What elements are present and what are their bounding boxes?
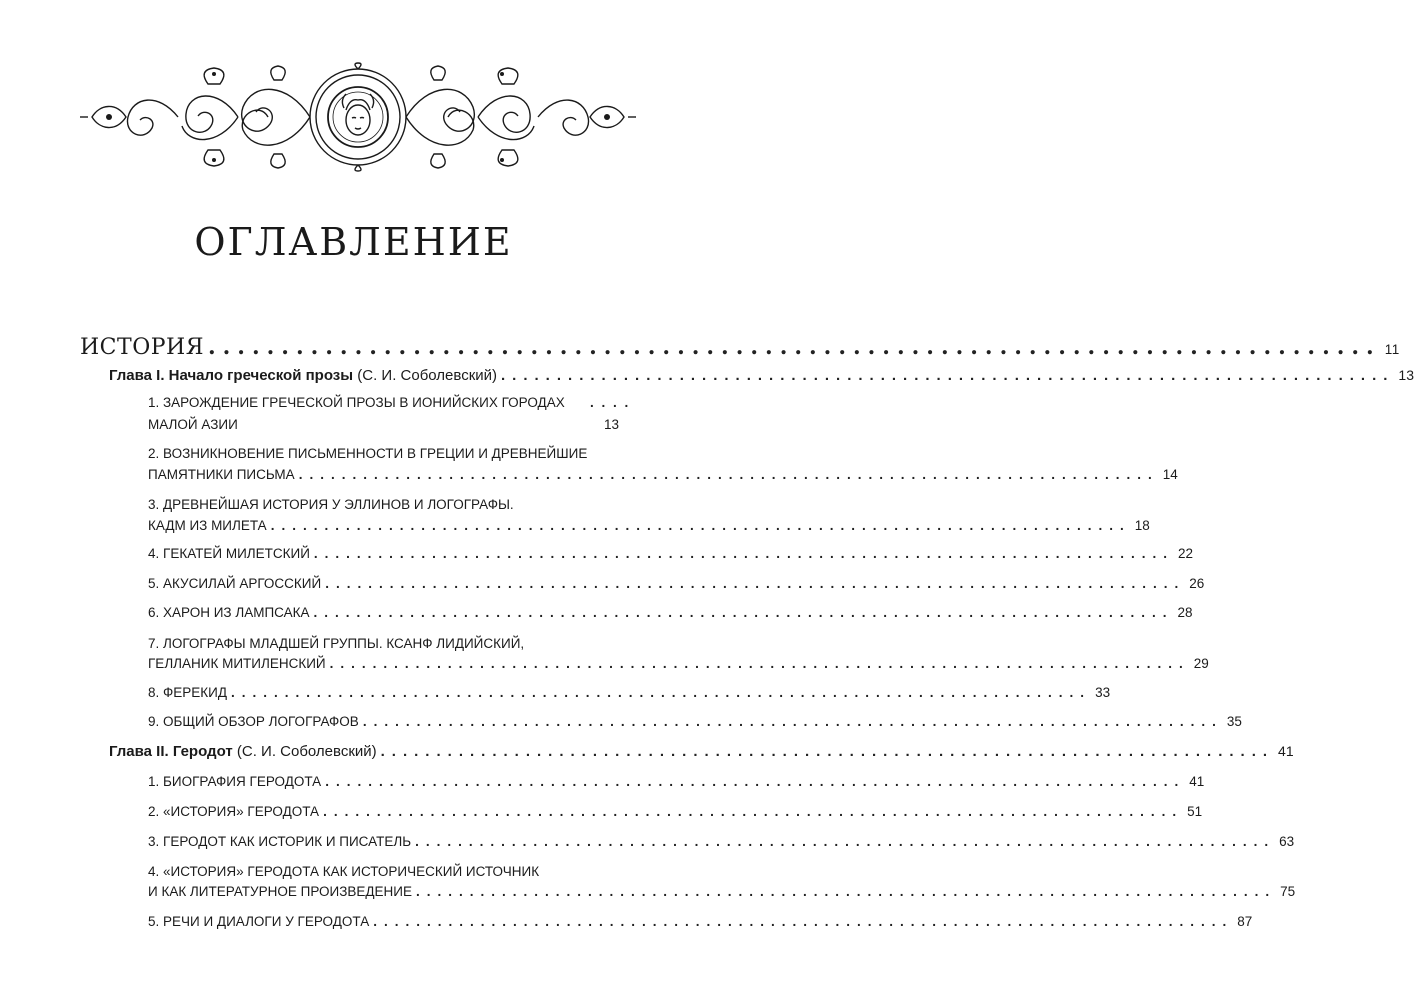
toc-section-first-line: 1. ЗАРОЖДЕНИЕ ГРЕЧЕСКОЙ ПРОЗЫ В ИОНИЙСКИХ ГОРОДАХ — [148, 395, 565, 410]
chapter-title: Глава II. Геродот — [109, 743, 233, 760]
toc-section-label: 3. ГЕРОДОТ КАК ИСТОРИК И ПИСАТЕЛЬ — [148, 834, 412, 849]
toc-section-entry[interactable] — [148, 467, 1178, 482]
toc-page-number: 41 — [1278, 743, 1294, 759]
toc-section-entry[interactable] — [148, 417, 619, 432]
toc-section-label: 5. РЕЧИ И ДИАЛОГИ У ГЕРОДОТА — [148, 914, 370, 929]
toc-section-label: МАЛОЙ АЗИИ — [148, 417, 238, 432]
toc-page-number: 11 — [1384, 342, 1400, 357]
toc-chapter-label — [109, 743, 377, 760]
dot-leader: ................................................................................ — [313, 605, 1174, 620]
chapter-author: (С. И. Соболевский) — [232, 743, 377, 760]
toc-page-number: 75 — [1280, 884, 1296, 899]
dot-leader: ................................................................................ — [415, 834, 1276, 849]
dot-leader: ................................................................................ — [325, 774, 1186, 789]
toc-page-number: 41 — [1189, 774, 1205, 789]
toc-page-number: 14 — [1162, 467, 1178, 482]
toc-page-number: 18 — [1134, 518, 1150, 533]
toc-section-label: 6. ХАРОН ИЗ ЛАМПСАКА — [148, 605, 310, 620]
dot-leader: ................................................................................ — [298, 467, 1159, 482]
page-title: ОГЛАВЛЕНИЕ — [194, 220, 513, 264]
toc-section-entry[interactable] — [148, 804, 1203, 819]
toc-page-number: 28 — [1177, 605, 1193, 620]
toc-part-label: ИСТОРИЯ — [80, 335, 204, 360]
toc-section-entry[interactable] — [148, 605, 1193, 620]
toc-chapter-entry[interactable] — [109, 743, 1294, 760]
toc-page-number: 13 — [1398, 367, 1414, 383]
toc-section-label: 5. АКУСИЛАЙ АРГОССКИЙ — [148, 576, 322, 591]
dot-leader: ................................................................................ — [325, 576, 1186, 591]
dot-leader: ................................................................................ — [323, 804, 1184, 819]
toc-section-entry[interactable] — [148, 714, 1242, 729]
toc-section-entry[interactable] — [148, 656, 1209, 671]
toc-section-label: 4. ГЕКАТЕЙ МИЛЕТСКИЙ — [148, 546, 310, 561]
dot-leader: . . . . — [590, 395, 631, 410]
toc-section-label: ПАМЯТНИКИ ПИСЬМА — [148, 467, 295, 482]
toc-page-number: 87 — [1237, 914, 1253, 929]
toc-page-number: 29 — [1193, 656, 1209, 671]
toc-page-number: 22 — [1177, 546, 1194, 561]
toc-section-entry[interactable] — [148, 774, 1205, 789]
toc-part-entry[interactable] — [80, 334, 1400, 360]
toc-page-number: 13 — [603, 417, 619, 432]
dot-leader: ................................................................................ — [362, 714, 1223, 729]
toc-section-entry[interactable] — [148, 834, 1295, 849]
toc-section-label: КАДМ ИЗ МИЛЕТА — [148, 518, 267, 533]
toc-page-number: 26 — [1189, 576, 1205, 591]
toc-chapter-entry[interactable] — [109, 367, 1414, 384]
toc-section-entry[interactable] — [148, 518, 1150, 533]
toc-section-first-line: 7. ЛОГОГРАФЫ МЛАДШЕЙ ГРУППЫ. КСАНФ ЛИДИЙСКИЙ, — [148, 636, 525, 651]
toc-page-number: 35 — [1226, 714, 1242, 729]
toc-section-label: 8. ФЕРЕКИД — [148, 685, 227, 700]
toc-page-number: 51 — [1187, 804, 1203, 819]
toc-page-number: 33 — [1095, 685, 1111, 700]
dot-leader: ................................................................................ — [207, 334, 1381, 360]
toc-section-label: 1. БИОГРАФИЯ ГЕРОДОТА — [148, 774, 322, 789]
toc-section-label: 2. «ИСТОРИЯ» ГЕРОДОТА — [148, 804, 320, 819]
chapter-title: Глава I. Начало греческой прозы — [109, 367, 354, 384]
toc-chapter-label — [109, 367, 497, 384]
toc-section-label: И КАК ЛИТЕРАТУРНОЕ ПРОИЗВЕДЕНИЕ — [148, 884, 413, 899]
dot-leader: ................................................................................ — [329, 656, 1190, 671]
toc-section-entry[interactable] — [148, 546, 1194, 561]
dot-leader: ................................................................................ — [501, 367, 1395, 384]
toc-section-first-line: 4. «ИСТОРИЯ» ГЕРОДОТА КАК ИСТОРИЧЕСКИЙ ИСТОЧНИК — [148, 864, 540, 879]
toc-section-first-line: 3. ДРЕВНЕЙШАЯ ИСТОРИЯ У ЭЛЛИНОВ И ЛОГОГРАФЫ. — [148, 497, 514, 512]
dot-leader: ................................................................................ — [416, 884, 1277, 899]
dot-leader: ................................................................................ — [270, 518, 1131, 533]
chapter-author: (С. И. Соболевский) — [353, 367, 498, 384]
toc-page-number: 63 — [1279, 834, 1295, 849]
dot-leader: ................................................................................ — [313, 546, 1174, 561]
toc-section-entry[interactable] — [148, 685, 1111, 700]
dot-leader: ................................................................................ — [231, 685, 1092, 700]
toc-section-entry[interactable] — [148, 884, 1296, 899]
toc-section-first-line: 2. ВОЗНИКНОВЕНИЕ ПИСЬМЕННОСТИ В ГРЕЦИИ И ДРЕВНЕЙШИЕ — [148, 446, 588, 461]
toc-section-label: 9. ОБЩИЙ ОБЗОР ЛОГОГРАФОВ — [148, 714, 359, 729]
toc-section-entry[interactable] — [148, 576, 1205, 591]
toc-section-label: ГЕЛЛАНИК МИТИЛЕНСКИЙ — [148, 656, 326, 671]
dot-leader: ................................................................................ — [373, 914, 1234, 929]
toc-section-entry[interactable] — [148, 914, 1253, 929]
dot-leader: ................................................................................ — [380, 743, 1275, 760]
